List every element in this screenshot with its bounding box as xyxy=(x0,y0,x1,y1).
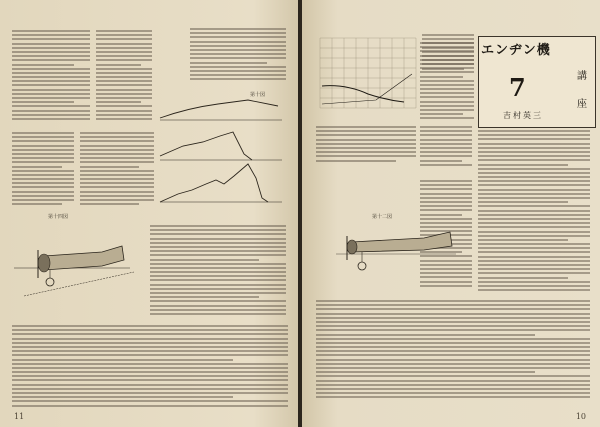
text-line xyxy=(12,38,90,40)
text-line xyxy=(12,342,288,344)
text-line xyxy=(420,76,463,78)
text-line xyxy=(478,134,590,136)
text-line xyxy=(478,247,590,249)
right-text-col-5 xyxy=(316,300,590,401)
text-line xyxy=(12,132,74,134)
text-line xyxy=(190,66,286,68)
text-line xyxy=(12,384,288,386)
text-line xyxy=(316,300,590,302)
text-line xyxy=(420,126,472,128)
left-text-col-7 xyxy=(150,225,286,317)
text-line xyxy=(80,170,154,172)
text-line xyxy=(190,45,286,47)
article-title-kou: 講 xyxy=(577,71,587,82)
text-line xyxy=(12,350,288,352)
text-line xyxy=(96,114,152,116)
text-line xyxy=(478,151,590,153)
text-line xyxy=(190,36,286,38)
text-line xyxy=(420,101,474,103)
left-text-col-3 xyxy=(190,28,286,82)
text-line xyxy=(316,139,416,141)
text-line xyxy=(420,139,472,141)
fig-plane-left-label: 第十四図 xyxy=(48,214,69,220)
text-line xyxy=(478,256,590,258)
text-line xyxy=(12,375,288,377)
text-line xyxy=(12,191,74,193)
text-line xyxy=(12,195,74,197)
text-line xyxy=(150,288,286,290)
text-line xyxy=(96,43,152,45)
right-page xyxy=(302,0,600,427)
text-line xyxy=(478,138,590,140)
text-line xyxy=(12,97,90,99)
text-line xyxy=(420,205,472,207)
text-line xyxy=(96,68,152,70)
text-line xyxy=(12,140,74,142)
text-line xyxy=(96,118,152,120)
text-line xyxy=(316,143,416,145)
left-text-col-5 xyxy=(80,132,154,207)
text-line xyxy=(150,267,286,269)
text-line xyxy=(478,168,590,170)
text-line xyxy=(80,140,154,142)
text-line xyxy=(316,325,590,327)
text-line xyxy=(12,114,90,116)
text-line xyxy=(420,130,472,132)
text-line xyxy=(478,193,590,195)
article-title-za: 座 xyxy=(577,99,587,110)
text-line xyxy=(150,225,286,227)
text-line xyxy=(420,143,472,145)
text-line xyxy=(150,238,286,240)
text-line xyxy=(316,321,590,323)
left-text-col-4 xyxy=(12,132,74,207)
left-text-col-6 xyxy=(12,325,288,409)
text-line xyxy=(12,55,90,57)
text-line xyxy=(80,203,139,205)
text-line xyxy=(478,201,568,203)
text-line xyxy=(12,84,90,86)
text-line xyxy=(478,264,590,266)
text-line xyxy=(96,105,152,107)
text-line xyxy=(316,371,535,373)
text-line xyxy=(12,400,288,402)
left-page-number: 11 xyxy=(14,412,25,421)
text-line xyxy=(150,250,286,252)
text-line xyxy=(12,329,288,331)
text-line xyxy=(12,367,288,369)
text-line xyxy=(190,62,267,64)
text-line xyxy=(12,47,90,49)
text-line xyxy=(478,285,590,287)
text-line xyxy=(316,388,590,390)
text-line xyxy=(12,51,90,53)
text-line xyxy=(420,209,472,211)
text-line xyxy=(96,93,152,95)
text-line xyxy=(478,130,590,132)
text-line xyxy=(478,243,590,245)
text-line xyxy=(478,164,568,166)
text-line xyxy=(150,305,286,307)
text-line xyxy=(478,226,590,228)
text-line xyxy=(316,350,590,352)
text-line xyxy=(420,197,472,199)
text-line xyxy=(12,199,74,201)
text-line xyxy=(96,76,152,78)
text-line xyxy=(190,32,286,34)
text-line xyxy=(478,251,590,253)
text-line xyxy=(420,55,474,57)
text-line xyxy=(420,180,472,182)
text-line xyxy=(12,178,74,180)
text-line xyxy=(420,155,472,157)
text-line xyxy=(420,109,474,111)
text-line xyxy=(478,239,568,241)
text-line xyxy=(150,309,286,311)
text-line xyxy=(478,260,590,262)
text-line xyxy=(420,67,474,69)
text-line xyxy=(150,233,286,235)
text-line xyxy=(316,392,590,394)
text-line xyxy=(12,405,288,407)
text-line xyxy=(478,184,590,186)
text-line xyxy=(422,34,474,36)
text-line xyxy=(96,38,152,40)
text-line xyxy=(96,97,152,99)
text-line xyxy=(478,180,590,182)
text-line xyxy=(420,164,472,166)
text-line xyxy=(478,281,590,283)
text-line xyxy=(190,53,286,55)
text-line xyxy=(150,279,286,281)
text-line xyxy=(190,57,286,59)
text-line xyxy=(316,367,590,369)
text-line xyxy=(478,272,590,274)
text-line xyxy=(316,342,590,344)
text-line xyxy=(316,151,416,153)
text-line xyxy=(12,110,90,112)
text-line xyxy=(316,363,590,365)
text-line xyxy=(150,275,286,277)
text-line xyxy=(150,292,286,294)
text-line xyxy=(478,147,590,149)
text-line xyxy=(316,380,590,382)
text-line xyxy=(316,155,416,157)
article-author: 吉村英三 xyxy=(503,111,543,120)
text-line xyxy=(12,354,288,356)
text-line xyxy=(96,89,152,91)
text-line xyxy=(12,43,90,45)
text-line xyxy=(12,338,288,340)
text-line xyxy=(478,218,590,220)
text-line xyxy=(316,354,590,356)
text-line xyxy=(96,47,152,49)
text-line xyxy=(316,338,590,340)
text-line xyxy=(12,174,74,176)
text-line xyxy=(12,149,74,151)
text-line xyxy=(80,178,154,180)
text-line xyxy=(316,134,416,136)
text-line xyxy=(420,88,474,90)
text-line xyxy=(478,172,590,174)
text-line xyxy=(420,134,472,136)
text-line xyxy=(478,210,590,212)
text-line xyxy=(12,145,74,147)
text-line xyxy=(150,254,286,256)
text-line xyxy=(12,153,74,155)
text-line xyxy=(80,149,154,151)
fig-climb-label: 第十図 xyxy=(250,92,266,98)
text-line xyxy=(478,214,590,216)
text-line xyxy=(420,193,472,195)
text-line xyxy=(478,222,590,224)
airplane-diagram-left xyxy=(4,212,144,312)
text-line xyxy=(478,189,590,191)
right-text-col-2 xyxy=(420,126,472,168)
text-line xyxy=(316,160,396,162)
text-line xyxy=(420,113,463,115)
text-line xyxy=(80,132,154,134)
text-line xyxy=(12,136,74,138)
right-text-col-3 xyxy=(478,130,590,293)
text-line xyxy=(150,246,286,248)
text-line xyxy=(420,42,474,44)
text-line xyxy=(316,308,590,310)
text-line xyxy=(420,117,474,119)
text-line xyxy=(80,174,154,176)
text-line xyxy=(190,28,286,30)
text-line xyxy=(12,64,74,66)
text-line xyxy=(12,203,62,205)
text-line xyxy=(316,126,416,128)
text-line xyxy=(190,78,286,80)
text-line xyxy=(80,145,154,147)
text-line xyxy=(96,59,152,61)
text-line xyxy=(12,392,288,394)
text-line xyxy=(80,136,154,138)
text-line xyxy=(150,242,286,244)
text-line xyxy=(420,92,474,94)
article-title-box xyxy=(478,36,596,128)
text-line xyxy=(96,64,141,66)
text-line xyxy=(80,191,154,193)
text-line xyxy=(420,84,474,86)
text-line xyxy=(12,333,288,335)
text-line xyxy=(420,201,472,203)
text-line xyxy=(316,346,590,348)
text-line xyxy=(316,375,590,377)
text-line xyxy=(12,396,233,398)
text-line xyxy=(80,199,154,201)
text-line xyxy=(478,268,590,270)
text-line xyxy=(316,396,590,398)
text-line xyxy=(12,72,90,74)
left-text-col-1 xyxy=(12,30,90,122)
climb-path-figure xyxy=(158,90,286,210)
text-line xyxy=(96,72,152,74)
text-line xyxy=(478,197,590,199)
text-line xyxy=(12,30,90,32)
right-text-col-1 xyxy=(316,126,416,164)
text-line xyxy=(150,259,259,261)
left-text-col-2 xyxy=(96,30,152,122)
article-number: 7 xyxy=(509,73,526,102)
text-line xyxy=(12,371,288,373)
text-line xyxy=(12,76,90,78)
text-line xyxy=(12,325,288,327)
text-line xyxy=(420,63,474,65)
text-line xyxy=(420,147,472,149)
text-line xyxy=(12,59,90,61)
text-line xyxy=(12,363,288,365)
text-line xyxy=(316,313,590,315)
fig-plane-right-label: 第十二図 xyxy=(372,214,393,220)
text-line xyxy=(478,235,590,237)
text-line xyxy=(12,118,90,120)
text-line xyxy=(12,388,288,390)
text-line xyxy=(96,55,152,57)
text-line xyxy=(478,143,590,145)
text-line xyxy=(80,157,154,159)
text-line xyxy=(150,229,286,231)
text-line xyxy=(420,160,462,162)
text-line xyxy=(420,50,474,52)
text-line xyxy=(12,105,90,107)
text-line xyxy=(80,186,154,188)
text-line xyxy=(96,34,152,36)
text-line xyxy=(96,80,152,82)
text-line xyxy=(12,346,288,348)
text-line xyxy=(420,46,474,48)
text-line xyxy=(150,271,286,273)
airplane-diagram-right xyxy=(332,212,462,296)
text-line xyxy=(12,161,74,163)
text-line xyxy=(478,155,590,157)
text-line xyxy=(96,30,152,32)
right-page-number: 10 xyxy=(575,412,586,421)
text-line xyxy=(96,84,152,86)
text-line xyxy=(12,80,90,82)
left-page xyxy=(0,0,298,427)
text-line xyxy=(422,38,474,40)
text-line xyxy=(12,101,74,103)
text-line xyxy=(478,289,590,291)
text-line xyxy=(190,74,286,76)
text-line xyxy=(420,80,474,82)
text-line xyxy=(420,151,472,153)
text-line xyxy=(12,170,74,172)
text-line xyxy=(96,110,152,112)
text-line xyxy=(420,105,474,107)
text-line xyxy=(190,70,286,72)
text-line xyxy=(316,359,590,361)
text-line xyxy=(150,263,286,265)
text-line xyxy=(316,317,590,319)
text-line xyxy=(150,296,259,298)
text-line xyxy=(12,34,90,36)
text-line xyxy=(316,329,590,331)
text-line xyxy=(80,166,139,168)
text-line xyxy=(420,188,472,190)
text-line xyxy=(478,205,590,207)
text-line xyxy=(80,182,154,184)
text-line xyxy=(96,51,152,53)
article-title: エンヂン機 xyxy=(481,43,551,58)
text-line xyxy=(150,300,286,302)
text-line xyxy=(420,59,474,61)
text-line xyxy=(12,186,74,188)
text-line xyxy=(190,49,286,51)
text-line xyxy=(96,101,141,103)
text-line xyxy=(478,277,568,279)
text-line xyxy=(316,384,590,386)
text-line xyxy=(80,161,154,163)
text-line xyxy=(420,71,474,73)
text-line xyxy=(190,41,286,43)
text-line xyxy=(80,195,154,197)
right-text-col-subhead xyxy=(420,42,474,122)
text-line xyxy=(420,184,472,186)
text-line xyxy=(12,89,90,91)
text-line xyxy=(12,166,62,168)
text-line xyxy=(150,284,286,286)
text-line xyxy=(478,231,590,233)
text-line xyxy=(12,157,74,159)
performance-graph xyxy=(316,34,420,118)
text-line xyxy=(478,159,590,161)
text-line xyxy=(316,147,416,149)
text-line xyxy=(12,359,233,361)
text-line xyxy=(316,334,535,336)
text-line xyxy=(12,68,90,70)
text-line xyxy=(316,304,590,306)
text-line xyxy=(316,130,416,132)
text-line xyxy=(12,182,74,184)
text-line xyxy=(420,96,474,98)
text-line xyxy=(80,153,154,155)
text-line xyxy=(478,176,590,178)
text-line xyxy=(150,313,286,315)
text-line xyxy=(12,379,288,381)
text-line xyxy=(12,93,90,95)
